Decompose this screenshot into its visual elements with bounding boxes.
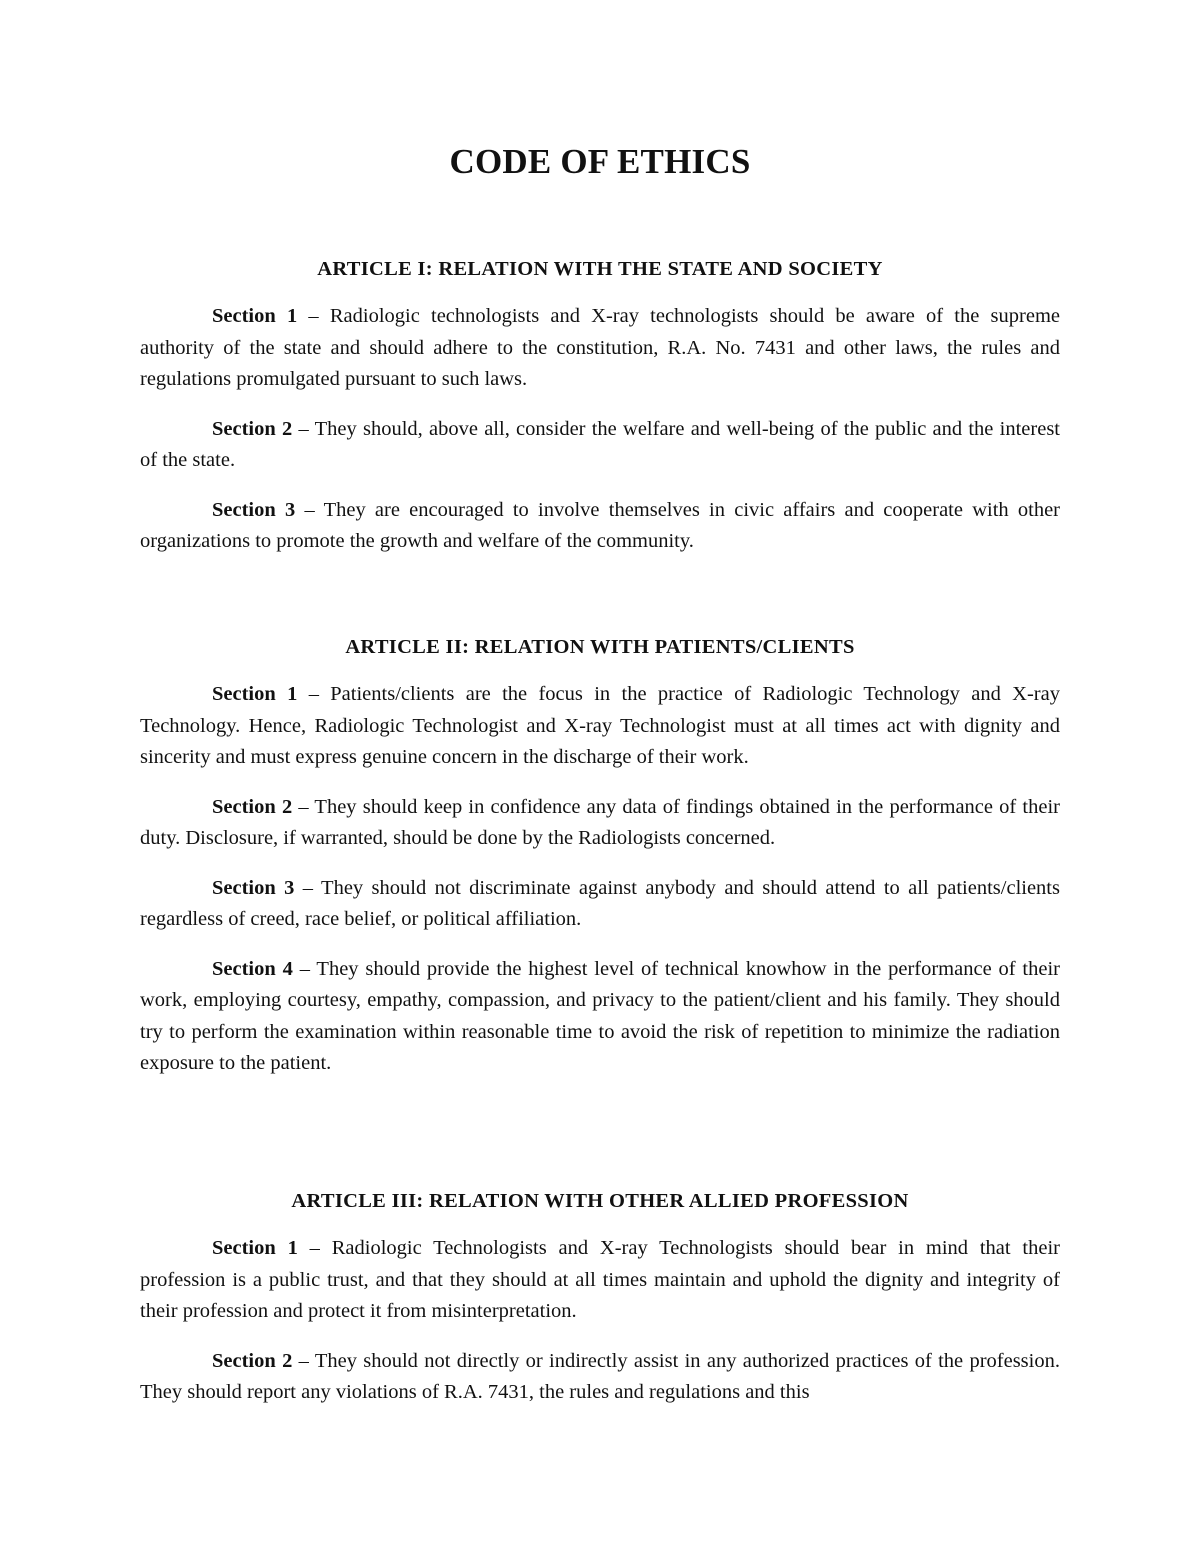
article-2-section-1 [140,679,1060,774]
section-label: Section 1 [212,305,298,327]
section-text: – Patients/clients are the focus in the practice of Radiologic Technology and X-ray Technology. Hence, Radiologic Technologist and X-ray Technologist must at all times act with dignity and sincerity and must express genuine concern in the discharge of their work. [140,683,1060,768]
article-2-section-2 [140,792,1060,855]
article-3-section-1 [140,1233,1060,1328]
section-text: – They should not discriminate against anybody and should attend to all patients/clients regardless of creed, race belief, or political affiliation. [140,876,1060,930]
document-title: CODE OF ETHICS [449,142,751,181]
article-1-section-3 [140,495,1060,558]
section-text: – They should not directly or indirectly assist in any authorized practices of the profession. They should report any violations of R.A. 7431, the rules and regulations and this [140,1349,1060,1403]
section-label: Section 3 [212,498,296,521]
section-text: – They are encouraged to involve themselves in civic affairs and cooperate with other organizations to promote the growth and welfare of the community. [140,498,1060,552]
article-1-section-2 [140,414,1060,477]
article-heading: ARTICLE II: RELATION WITH PATIENTS/CLIENTS [345,636,855,658]
article-heading: ARTICLE III: RELATION WITH OTHER ALLIED PROFESSION [291,1190,909,1212]
section-text: – Radiologic Technologists and X-ray Technologists should bear in mind that their profession is a public trust, and that they should at all times maintain and uphold the dignity and integrity of their profession and protect it from misinterpretation. [140,1237,1060,1322]
article-1-section-1 [140,301,1060,396]
article-heading: ARTICLE I: RELATION WITH THE STATE AND SOCIETY [317,258,883,280]
article-1 [140,258,1060,576]
article-3-section-2 [140,1346,1060,1409]
article-2 [140,636,1060,1098]
article-2-section-4 [140,954,1060,1080]
section-label: Section 1 [212,1237,298,1259]
article-3 [140,1190,1060,1427]
section-text: – Radiologic technologists and X-ray technologists should be aware of the supreme authority of the state and should adhere to the constitution, R.A. No. 7431 and other laws, the rules and regulations promulgated pursuant to such laws. [140,305,1060,390]
section-label: Section 2 [212,795,293,818]
section-text: – They should provide the highest level of technical knowhow in the performance of their work, employing courtesy, empathy, compassion, and privacy to the patient/client and his family. They should try to perform the examination within reasonable time to avoid the risk of repetition to minimize the radiation exposure to the patient. [140,957,1060,1074]
section-label: Section 1 [212,683,298,705]
section-label: Section 2 [212,1349,293,1372]
section-label: Section 2 [212,417,293,440]
section-text: – They should keep in confidence any data of findings obtained in the performance of their duty. Disclosure, if warranted, should be done by the Radiologists concerned. [140,795,1060,849]
section-text: – They should, above all, consider the welfare and well-being of the public and the interest of the state. [140,417,1060,471]
section-label: Section 3 [212,876,295,899]
section-label: Section 4 [212,957,293,980]
article-2-section-3 [140,873,1060,936]
